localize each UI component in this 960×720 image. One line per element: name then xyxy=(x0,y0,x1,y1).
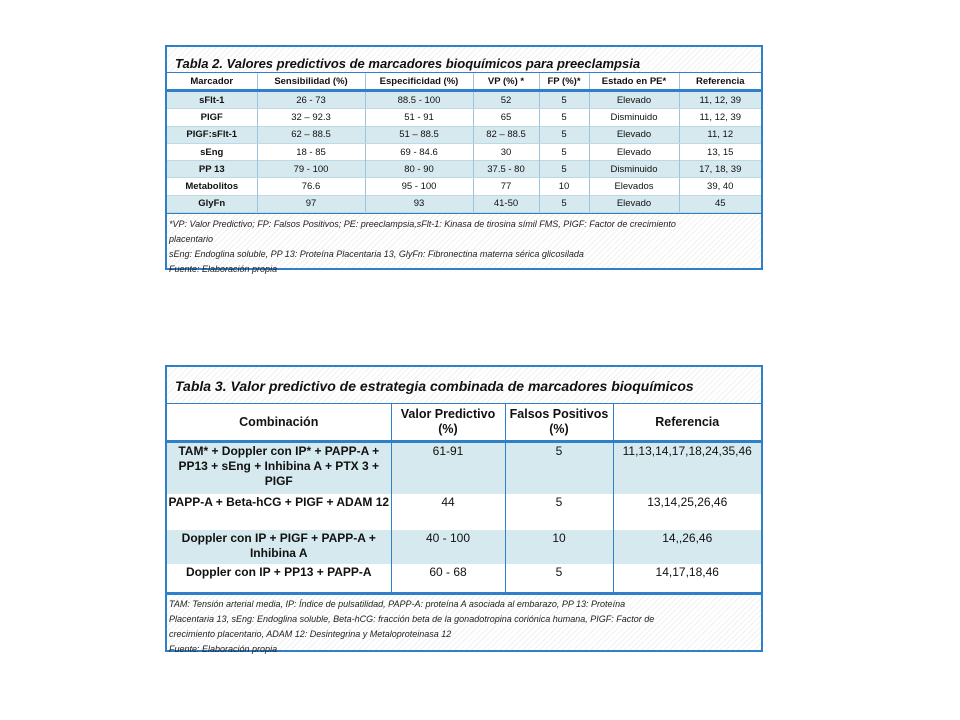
table-cell: 5 xyxy=(505,494,613,530)
note-line: *VP: Valor Predictivo; FP: Falsos Positivos; PE: preeclampsia,sFlt-1: Kinasa de tirosina símil FMS, PIGF: Factor de crecimiento xyxy=(169,219,676,230)
table-cell: GlyFn xyxy=(167,195,257,212)
table-cell: Disminuido xyxy=(589,109,679,126)
table-cell: 11,13,14,17,18,24,35,46 xyxy=(613,442,761,494)
table-cell: 10 xyxy=(539,178,589,195)
table-cell: 5 xyxy=(539,91,589,109)
table-cell: 77 xyxy=(473,178,539,195)
column-header-especificidad: Especificidad (%) xyxy=(365,73,473,91)
note-line: crecimiento placentario, ADAM 12: Desintegrina y Metaloproteinasa 12 xyxy=(169,628,452,639)
table-2-panel xyxy=(165,45,763,275)
table-cell: 76.6 xyxy=(257,178,365,195)
table-cell: 11, 12, 39 xyxy=(679,109,761,126)
table-cell: 69 - 84.6 xyxy=(365,143,473,160)
table-3 xyxy=(167,403,761,592)
table-row xyxy=(167,178,761,195)
note-line: TAM: Tensión arterial media, IP: Índice de pulsatilidad, PAPP-A: proteína A asociada al embarazo, PP 13: Proteína xyxy=(169,598,626,609)
table-cell: 5 xyxy=(539,143,589,160)
table-cell: Elevado xyxy=(589,143,679,160)
table-cell: Elevado xyxy=(589,91,679,109)
table-2-notes xyxy=(167,213,761,277)
note-line: sEng: Endoglina soluble, PP 13: Proteína Placentaria 13, GlyFn: Fibronectina materna sérica glicosilada xyxy=(169,249,584,260)
column-header-vp: VP (%) * xyxy=(473,73,539,91)
table-cell: 30 xyxy=(473,143,539,160)
table-3-caption: Tabla 3. Valor predictivo de estrategia combinada de marcadores bioquímicos xyxy=(175,378,694,394)
table-cell: 97 xyxy=(257,195,365,212)
table-cell: 82 – 88.5 xyxy=(473,126,539,143)
table-cell: 65 xyxy=(473,109,539,126)
source-line: Fuente: Elaboración propia xyxy=(169,643,278,654)
table-cell: 11, 12 xyxy=(679,126,761,143)
table-cell: 13, 15 xyxy=(679,143,761,160)
table-cell: 45 xyxy=(679,195,761,212)
table-cell: 93 xyxy=(365,195,473,212)
table-cell: PIGF:sFlt-1 xyxy=(167,126,257,143)
table-row xyxy=(167,442,761,494)
table-cell: 60 - 68 xyxy=(391,564,505,592)
table-3-header-row xyxy=(167,404,761,442)
table-3-notes xyxy=(167,592,761,657)
table-row xyxy=(167,564,761,592)
column-header-falsos-positivos: Falsos Positivos (%) xyxy=(505,404,613,442)
table-cell: 14,,26,46 xyxy=(613,530,761,564)
table-cell: Disminuido xyxy=(589,161,679,178)
table-cell: 10 xyxy=(505,530,613,564)
table-cell: 61-91 xyxy=(391,442,505,494)
table-cell: Doppler con IP + PIGF + PAPP-A + Inhibina A xyxy=(167,530,391,564)
table-cell: 39, 40 xyxy=(679,178,761,195)
table-cell: 5 xyxy=(505,442,613,494)
table-2-caption: Tabla 2. Valores predictivos de marcadores bioquímicos para preeclampsia xyxy=(175,56,641,71)
column-header-sensibilidad: Sensibilidad (%) xyxy=(257,73,365,91)
table-cell: Metabolitos xyxy=(185,181,239,193)
column-header-referencia: Referencia xyxy=(679,73,761,91)
note-line: Placentaria 13, sEng: Endoglina soluble, Beta-hCG: fracción beta de la gonadotropina coriónica humana, PIGF: Factor de xyxy=(169,613,655,624)
table-cell: TAM* + Doppler con IP* + PAPP-A + PP13 + sEng + Inhibina A + PTX 3 + PIGF xyxy=(167,442,391,494)
table-row xyxy=(167,195,761,212)
table-cell: 5 xyxy=(539,126,589,143)
table-cell: Elevado xyxy=(589,126,679,143)
table-cell: 40 - 100 xyxy=(391,530,505,564)
column-header-valor-predictivo: Valor Predictivo (%) xyxy=(391,404,505,442)
table-cell: 44 xyxy=(391,494,505,530)
note-line: placentario xyxy=(169,234,214,245)
table-row xyxy=(167,91,761,109)
table-cell: Elevados xyxy=(589,178,679,195)
table-cell: 18 - 85 xyxy=(257,143,365,160)
table-row xyxy=(167,161,761,178)
table-cell: Elevado xyxy=(589,195,679,212)
table-cell: PIGF xyxy=(200,111,223,123)
table-cell: 51 – 88.5 xyxy=(365,126,473,143)
table-cell: 51 - 91 xyxy=(365,109,473,126)
column-header-combinacion: Combinación xyxy=(167,404,391,442)
table-2 xyxy=(167,72,761,213)
table-cell: 5 xyxy=(539,109,589,126)
column-header-marcador: Marcador xyxy=(167,73,257,91)
table-2-header-row xyxy=(167,73,761,91)
table-cell: sEng xyxy=(200,146,224,158)
table-cell: Doppler con IP + PP13 + PAPP-A xyxy=(185,564,372,579)
table-cell: 11, 12, 39 xyxy=(679,91,761,109)
table-cell: 32 – 92.3 xyxy=(257,109,365,126)
table-cell: 17, 18, 39 xyxy=(679,161,761,178)
table-cell: 13,14,25,26,46 xyxy=(613,494,761,530)
table-cell: 88.5 - 100 xyxy=(365,91,473,109)
table-row xyxy=(167,109,761,126)
column-header-estado: Estado en PE* xyxy=(589,73,679,91)
table-cell: 95 - 100 xyxy=(365,178,473,195)
table-cell: 26 - 73 xyxy=(257,91,365,109)
table-cell: 41-50 xyxy=(473,195,539,212)
table-row xyxy=(167,143,761,160)
table-cell: 5 xyxy=(539,195,589,212)
source-line: Fuente: Elaboración propia xyxy=(169,264,278,275)
table-cell: 5 xyxy=(539,161,589,178)
table-cell: PAPP-A + Beta-hCG + PIGF + ADAM 12 xyxy=(168,494,390,509)
table-cell: 14,17,18,46 xyxy=(613,564,761,592)
table-cell: 52 xyxy=(473,91,539,109)
column-header-referencia: Referencia xyxy=(613,404,761,442)
table-row xyxy=(167,530,761,564)
table-cell: 79 - 100 xyxy=(257,161,365,178)
column-header-fp: FP (%)* xyxy=(539,73,589,91)
table-cell: 80 - 90 xyxy=(365,161,473,178)
table-row xyxy=(167,494,761,530)
table-row xyxy=(167,126,761,143)
table-cell: 37.5 - 80 xyxy=(473,161,539,178)
table-cell: 62 – 88.5 xyxy=(257,126,365,143)
table-cell: PP 13 xyxy=(167,161,257,178)
table-cell: sFlt-1 xyxy=(167,91,257,109)
table-3-panel xyxy=(165,365,763,652)
table-cell: 5 xyxy=(505,564,613,592)
